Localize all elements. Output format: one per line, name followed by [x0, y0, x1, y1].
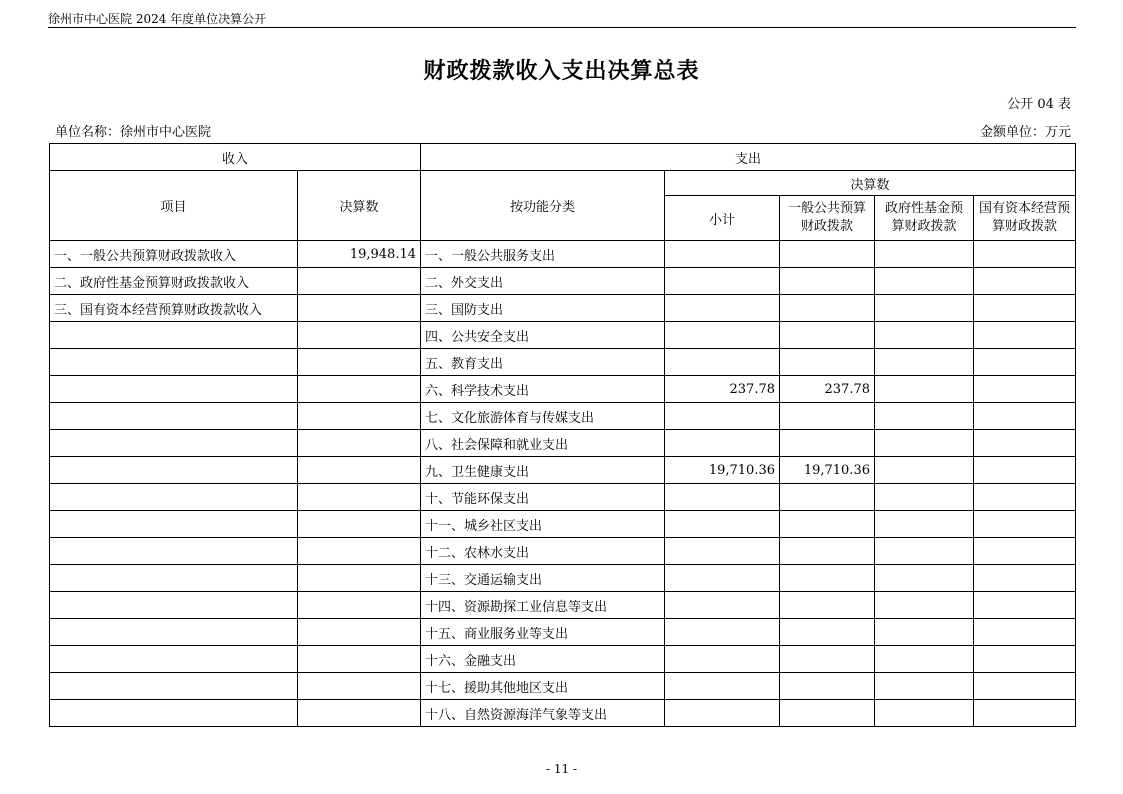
table-row: [50, 457, 1076, 484]
income-amount-cell: 19,948.14: [298, 241, 421, 268]
income-amount-cell: [298, 646, 421, 673]
general-budget-cell: [780, 484, 875, 511]
subtotal-cell: 19,710.36: [665, 457, 780, 484]
general-budget-cell: [780, 322, 875, 349]
expense-header: 支出: [421, 144, 1076, 171]
function-item-cell: 十二、农林水支出: [421, 538, 665, 565]
table-row: [50, 619, 1076, 646]
state-capital-cell: [974, 430, 1076, 457]
income-amount-cell: [298, 376, 421, 403]
gov-fund-cell: [875, 349, 974, 376]
income-amount-cell: [298, 538, 421, 565]
table-row: [50, 700, 1076, 727]
state-capital-cell: [974, 619, 1076, 646]
general-budget-cell: [780, 592, 875, 619]
gov-fund-cell: [875, 430, 974, 457]
state-capital-cell: [974, 403, 1076, 430]
general-budget-cell: [780, 538, 875, 565]
income-amount-cell: [298, 430, 421, 457]
state-capital-cell: [974, 322, 1076, 349]
subtotal-cell: [665, 322, 780, 349]
function-item-cell: 十八、自然资源海洋气象等支出: [421, 700, 665, 727]
gov-fund-cell: [875, 403, 974, 430]
state-capital-header: 国有资本经营预算财政拨款: [974, 196, 1076, 241]
subtotal-cell: [665, 295, 780, 322]
function-item-cell: 十七、援助其他地区支出: [421, 673, 665, 700]
table-row: [50, 403, 1076, 430]
income-item-cell: [50, 376, 298, 403]
general-budget-cell: [780, 403, 875, 430]
general-budget-cell: [780, 511, 875, 538]
gov-fund-cell: [875, 673, 974, 700]
income-item-cell: [50, 430, 298, 457]
function-item-cell: 十四、资源勘探工业信息等支出: [421, 592, 665, 619]
table-row: [50, 484, 1076, 511]
unit-name: 单位名称：徐州市中心医院: [55, 125, 212, 140]
financial-summary-table: [49, 143, 1076, 727]
gov-fund-cell: [875, 376, 974, 403]
state-capital-cell: [974, 268, 1076, 295]
income-item-cell: [50, 349, 298, 376]
income-item-cell: [50, 322, 298, 349]
state-capital-cell: [974, 511, 1076, 538]
subtotal-header: 小计: [665, 196, 780, 241]
function-item-cell: 一、一般公共服务支出: [421, 241, 665, 268]
income-amount-cell: [298, 322, 421, 349]
amount-unit: 金额单位：万元: [979, 125, 1071, 140]
gov-fund-cell: [875, 457, 974, 484]
subtotal-cell: [665, 268, 780, 295]
state-capital-cell: [974, 700, 1076, 727]
function-item-cell: 八、社会保障和就业支出: [421, 430, 665, 457]
table-row: [50, 592, 1076, 619]
state-capital-cell: [974, 538, 1076, 565]
page-title: 财政拨款收入支出决算总表: [423, 58, 700, 84]
table-row: [50, 646, 1076, 673]
general-budget-cell: [780, 349, 875, 376]
table-row: [50, 511, 1076, 538]
income-amount-cell: [298, 592, 421, 619]
income-amount-cell: [298, 619, 421, 646]
state-capital-cell: [974, 349, 1076, 376]
final-amount-group-header: 决算数: [665, 171, 1076, 196]
state-capital-cell: [974, 295, 1076, 322]
subtotal-cell: [665, 700, 780, 727]
income-header: 收入: [50, 144, 421, 171]
function-item-cell: 四、公共安全支出: [421, 322, 665, 349]
function-item-cell: 十三、交通运输支出: [421, 565, 665, 592]
table-row: [50, 349, 1076, 376]
subtotal-cell: [665, 565, 780, 592]
income-amount-cell: [298, 403, 421, 430]
table-row: [50, 268, 1076, 295]
item-header: 项目: [50, 171, 298, 241]
state-capital-cell: [974, 565, 1076, 592]
state-capital-cell: [974, 673, 1076, 700]
subtotal-cell: [665, 403, 780, 430]
income-item-cell: [50, 457, 298, 484]
gov-fund-cell: [875, 241, 974, 268]
function-item-cell: 三、国防支出: [421, 295, 665, 322]
table-row: [50, 538, 1076, 565]
function-item-cell: 五、教育支出: [421, 349, 665, 376]
table-code: 公开 04 表: [1007, 97, 1071, 112]
gov-fund-cell: [875, 700, 974, 727]
gov-fund-cell: [875, 619, 974, 646]
general-budget-cell: [780, 646, 875, 673]
income-amount-cell: [298, 484, 421, 511]
general-budget-cell: [780, 700, 875, 727]
function-item-cell: 十一、城乡社区支出: [421, 511, 665, 538]
subtotal-cell: [665, 241, 780, 268]
state-capital-cell: [974, 376, 1076, 403]
table-row: [50, 322, 1076, 349]
income-item-cell: [50, 403, 298, 430]
gov-fund-cell: [875, 538, 974, 565]
subtotal-cell: [665, 646, 780, 673]
general-budget-cell: [780, 241, 875, 268]
income-item-cell: [50, 619, 298, 646]
final-amount-header: 决算数: [298, 171, 421, 241]
subtotal-cell: [665, 538, 780, 565]
gov-fund-cell: [875, 511, 974, 538]
gov-fund-cell: [875, 592, 974, 619]
function-item-cell: 十、节能环保支出: [421, 484, 665, 511]
function-item-cell: 十六、金融支出: [421, 646, 665, 673]
state-capital-cell: [974, 592, 1076, 619]
income-item-cell: [50, 646, 298, 673]
general-budget-cell: [780, 565, 875, 592]
function-item-cell: 九、卫生健康支出: [421, 457, 665, 484]
state-capital-cell: [974, 646, 1076, 673]
gov-fund-cell: [875, 646, 974, 673]
income-item-cell: [50, 673, 298, 700]
general-budget-cell: 19,710.36: [780, 457, 875, 484]
income-amount-cell: [298, 295, 421, 322]
general-budget-cell: [780, 268, 875, 295]
function-item-cell: 二、外交支出: [421, 268, 665, 295]
running-header: 徐州市中心医院 2024 年度单位决算公开: [48, 12, 267, 26]
table-row: [50, 376, 1076, 403]
gov-fund-cell: [875, 484, 974, 511]
general-budget-cell: [780, 430, 875, 457]
table-row: [50, 565, 1076, 592]
general-budget-cell: 237.78: [780, 376, 875, 403]
state-capital-cell: [974, 241, 1076, 268]
function-class-header: 按功能分类: [421, 171, 665, 241]
income-item-cell: [50, 538, 298, 565]
income-item-cell: [50, 511, 298, 538]
function-item-cell: 六、科学技术支出: [421, 376, 665, 403]
page-number: - 11 -: [545, 762, 577, 776]
income-item-cell: 二、政府性基金预算财政拨款收入: [50, 268, 298, 295]
general-budget-cell: [780, 673, 875, 700]
table-row: [50, 295, 1076, 322]
income-amount-cell: [298, 511, 421, 538]
income-item-cell: 一、一般公共预算财政拨款收入: [50, 241, 298, 268]
table-row: [50, 673, 1076, 700]
general-budget-cell: [780, 295, 875, 322]
income-item-cell: [50, 700, 298, 727]
state-capital-cell: [974, 457, 1076, 484]
subtotal-cell: [665, 484, 780, 511]
general-budget-header: 一般公共预算财政拨款: [780, 196, 875, 241]
subtotal-cell: [665, 349, 780, 376]
header-rule: [48, 27, 1076, 28]
income-item-cell: [50, 592, 298, 619]
general-budget-cell: [780, 619, 875, 646]
gov-fund-cell: [875, 268, 974, 295]
state-capital-cell: [974, 484, 1076, 511]
subtotal-cell: [665, 592, 780, 619]
subtotal-cell: [665, 430, 780, 457]
subtotal-cell: [665, 673, 780, 700]
gov-fund-cell: [875, 295, 974, 322]
gov-fund-header: 政府性基金预算财政拨款: [875, 196, 974, 241]
subtotal-cell: [665, 619, 780, 646]
table-row: [50, 241, 1076, 268]
income-amount-cell: [298, 673, 421, 700]
gov-fund-cell: [875, 322, 974, 349]
income-item-cell: [50, 565, 298, 592]
income-amount-cell: [298, 268, 421, 295]
income-amount-cell: [298, 565, 421, 592]
income-item-cell: 三、国有资本经营预算财政拨款收入: [50, 295, 298, 322]
income-amount-cell: [298, 700, 421, 727]
subtotal-cell: 237.78: [665, 376, 780, 403]
income-amount-cell: [298, 457, 421, 484]
table-row: [50, 430, 1076, 457]
gov-fund-cell: [875, 565, 974, 592]
function-item-cell: 七、文化旅游体育与传媒支出: [421, 403, 665, 430]
function-item-cell: 十五、商业服务业等支出: [421, 619, 665, 646]
income-item-cell: [50, 484, 298, 511]
income-amount-cell: [298, 349, 421, 376]
subtotal-cell: [665, 511, 780, 538]
